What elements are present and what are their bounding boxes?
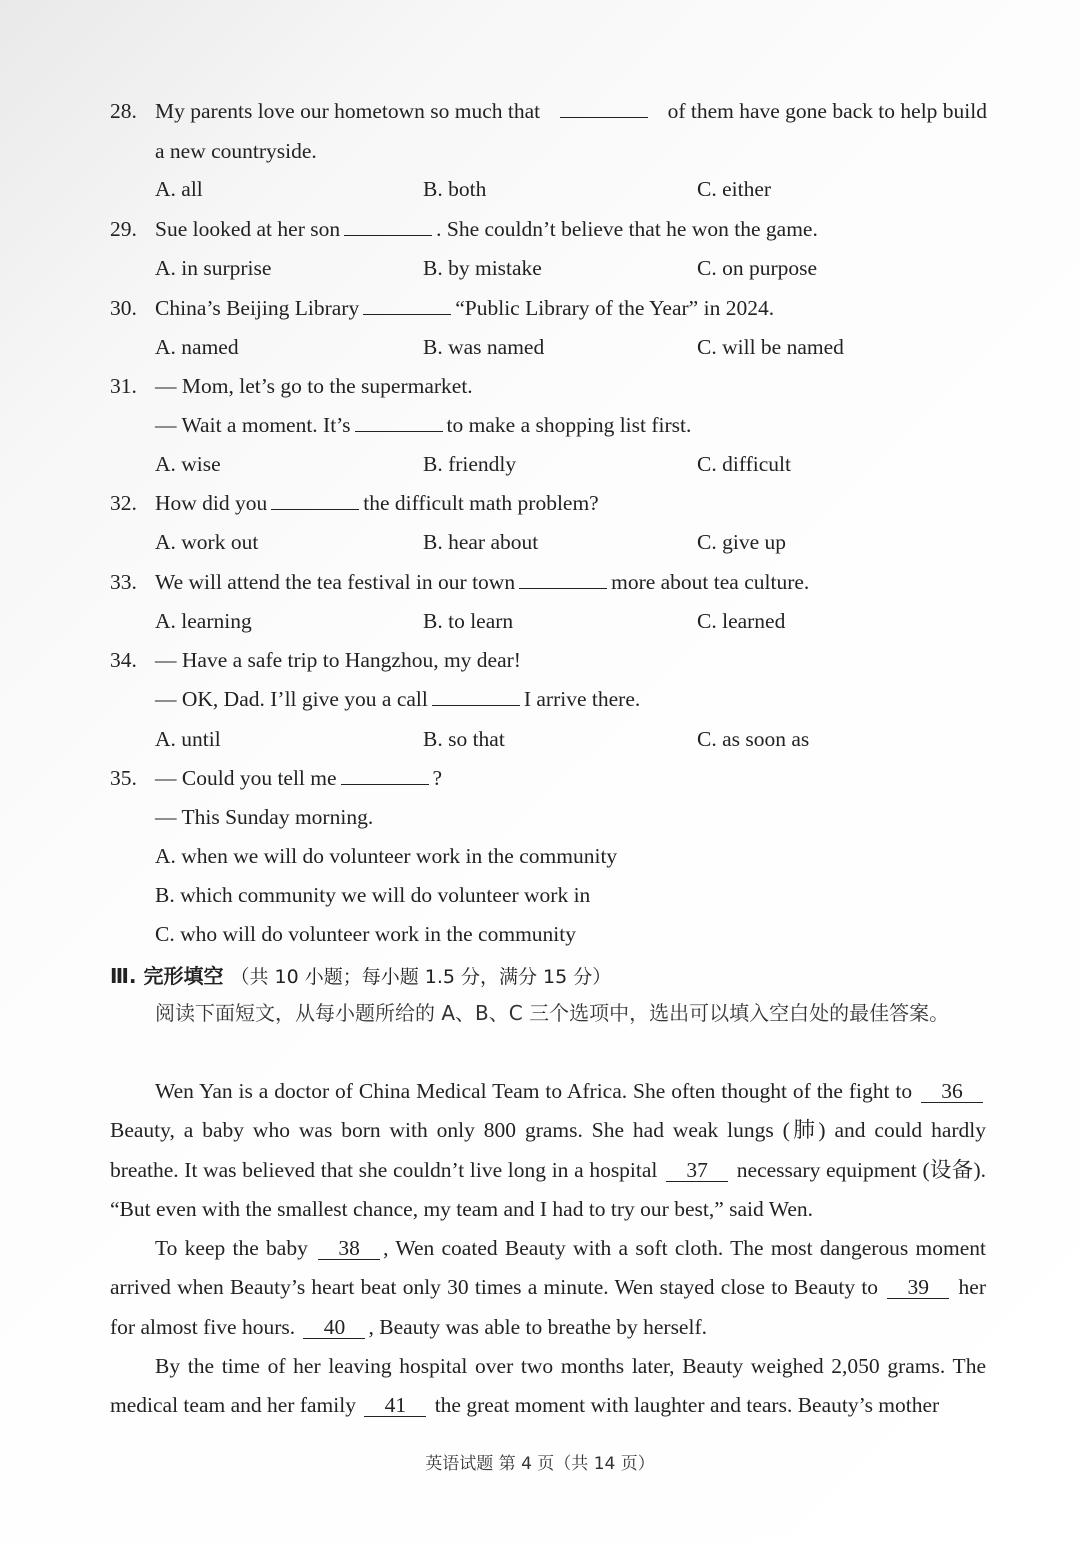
- option-b: B. so that: [423, 727, 505, 751]
- answer-blank: [344, 215, 432, 236]
- passage-paragraph-2: To keep the baby 38 , Wen coated Beauty with a soft cloth. The most dangerous moment arrived when Beauty’s heart beat only 30 times a minute. Wen stayed close to Beauty to 39 her for almost five hours. 40 , Beauty was able to breathe by herself.: [110, 1236, 987, 1339]
- question-stem: Sue looked at her son . She couldn’t believe that he won the game.: [155, 217, 818, 241]
- question-number: 28.: [110, 99, 137, 123]
- option-c: C. learned: [697, 609, 786, 633]
- question-stem: — OK, Dad. I’ll give you a call I arrive there.: [155, 687, 641, 711]
- option-b: B. both: [423, 177, 487, 201]
- option-a: A. wise: [155, 452, 221, 476]
- question-stem: — Could you tell me ?: [155, 766, 443, 790]
- cloze-blank-39: 39: [887, 1276, 949, 1299]
- answer-blank: [560, 97, 648, 118]
- answer-blank: [341, 764, 429, 785]
- option-c: C. who will do volunteer work in the community: [155, 922, 576, 946]
- dialogue-line: — Mom, let’s go to the supermarket.: [155, 374, 473, 398]
- cloze-blank-40: 40: [303, 1316, 365, 1339]
- cloze-blank-37: 37: [666, 1159, 728, 1182]
- option-a: A. when we will do volunteer work in the community: [155, 844, 618, 868]
- question-number: 33.: [110, 570, 137, 594]
- section-heading: [110, 960, 611, 989]
- option-b: B. by mistake: [423, 256, 542, 280]
- option-c: C. give up: [697, 530, 786, 554]
- option-b: B. to learn: [423, 609, 514, 633]
- option-b: B. hear about: [423, 530, 539, 554]
- option-c: C. difficult: [697, 452, 791, 476]
- answer-blank: [355, 411, 443, 432]
- question-stem: My parents love our hometown so much that of them have gone back to help build: [155, 99, 987, 123]
- option-a: A. all: [155, 177, 203, 201]
- question-stem-cont: a new countryside.: [155, 139, 317, 163]
- option-c: C. on purpose: [697, 256, 818, 280]
- option-a: A. learning: [155, 609, 252, 633]
- question-number: 31.: [110, 374, 137, 398]
- question-number: 30.: [110, 296, 137, 320]
- section-title: Ⅲ. 完形填空: [110, 964, 224, 988]
- answer-blank: [519, 568, 607, 589]
- passage-paragraph-1: Wen Yan is a doctor of China Medical Team to Africa. She often thought of the fight to 36 Beauty, a baby who was born with only 800 grams. She had weak lungs (肺) and could hardly breathe. It was believed that she couldn’t live long in a hospital 37 necessary equipment (设备). “But even with the smallest chance, my team and I had to try our best,” said Wen.: [110, 1079, 987, 1221]
- question-stem: — Wait a moment. It’s to make a shopping list first.: [155, 413, 692, 437]
- cloze-blank-41: 41: [364, 1394, 426, 1417]
- answer-blank: [271, 489, 359, 510]
- option-c: C. as soon as: [697, 727, 810, 751]
- section-instruction: 阅读下面短文，从每小题所给的 A、B、C 三个选项中，选出可以填入空白处的最佳答案。: [155, 1001, 950, 1025]
- answer-blank: [363, 294, 451, 315]
- question-number: 32.: [110, 491, 137, 515]
- option-a: A. until: [155, 727, 221, 751]
- section-scoring-note: （共 10 小题；每小题 1.5 分，满分 15 分）: [230, 966, 612, 988]
- option-a: A. in surprise: [155, 256, 272, 280]
- question-number: 34.: [110, 648, 137, 672]
- option-c: C. will be named: [697, 335, 844, 359]
- option-a: A. named: [155, 335, 239, 359]
- page-footer: 英语试题 第 4 页（共 14 页）: [425, 1454, 655, 1474]
- option-c: C. either: [697, 177, 772, 201]
- answer-blank: [432, 685, 520, 706]
- option-a: A. work out: [155, 530, 259, 554]
- option-b: B. which community we will do volunteer work in: [155, 883, 591, 907]
- passage-paragraph-3: By the time of her leaving hospital over two months later, Beauty weighed 2,050 grams. The medical team and her family 41 the great moment with laughter and tears. Beauty’s mother: [110, 1354, 986, 1418]
- question-stem: How did you the difficult math problem?: [155, 491, 599, 515]
- option-b: B. was named: [423, 335, 545, 359]
- question-number: 29.: [110, 217, 137, 241]
- dialogue-line: — Have a safe trip to Hangzhou, my dear!: [155, 648, 521, 672]
- dialogue-line: — This Sunday morning.: [155, 805, 374, 829]
- question-stem: China’s Beijing Library “Public Library of the Year” in 2024.: [155, 296, 775, 320]
- option-b: B. friendly: [423, 452, 517, 476]
- question-stem: We will attend the tea festival in our town more about tea culture.: [155, 570, 810, 594]
- cloze-blank-38: 38: [318, 1237, 380, 1260]
- cloze-blank-36: 36: [921, 1080, 983, 1103]
- question-number: 35.: [110, 766, 137, 790]
